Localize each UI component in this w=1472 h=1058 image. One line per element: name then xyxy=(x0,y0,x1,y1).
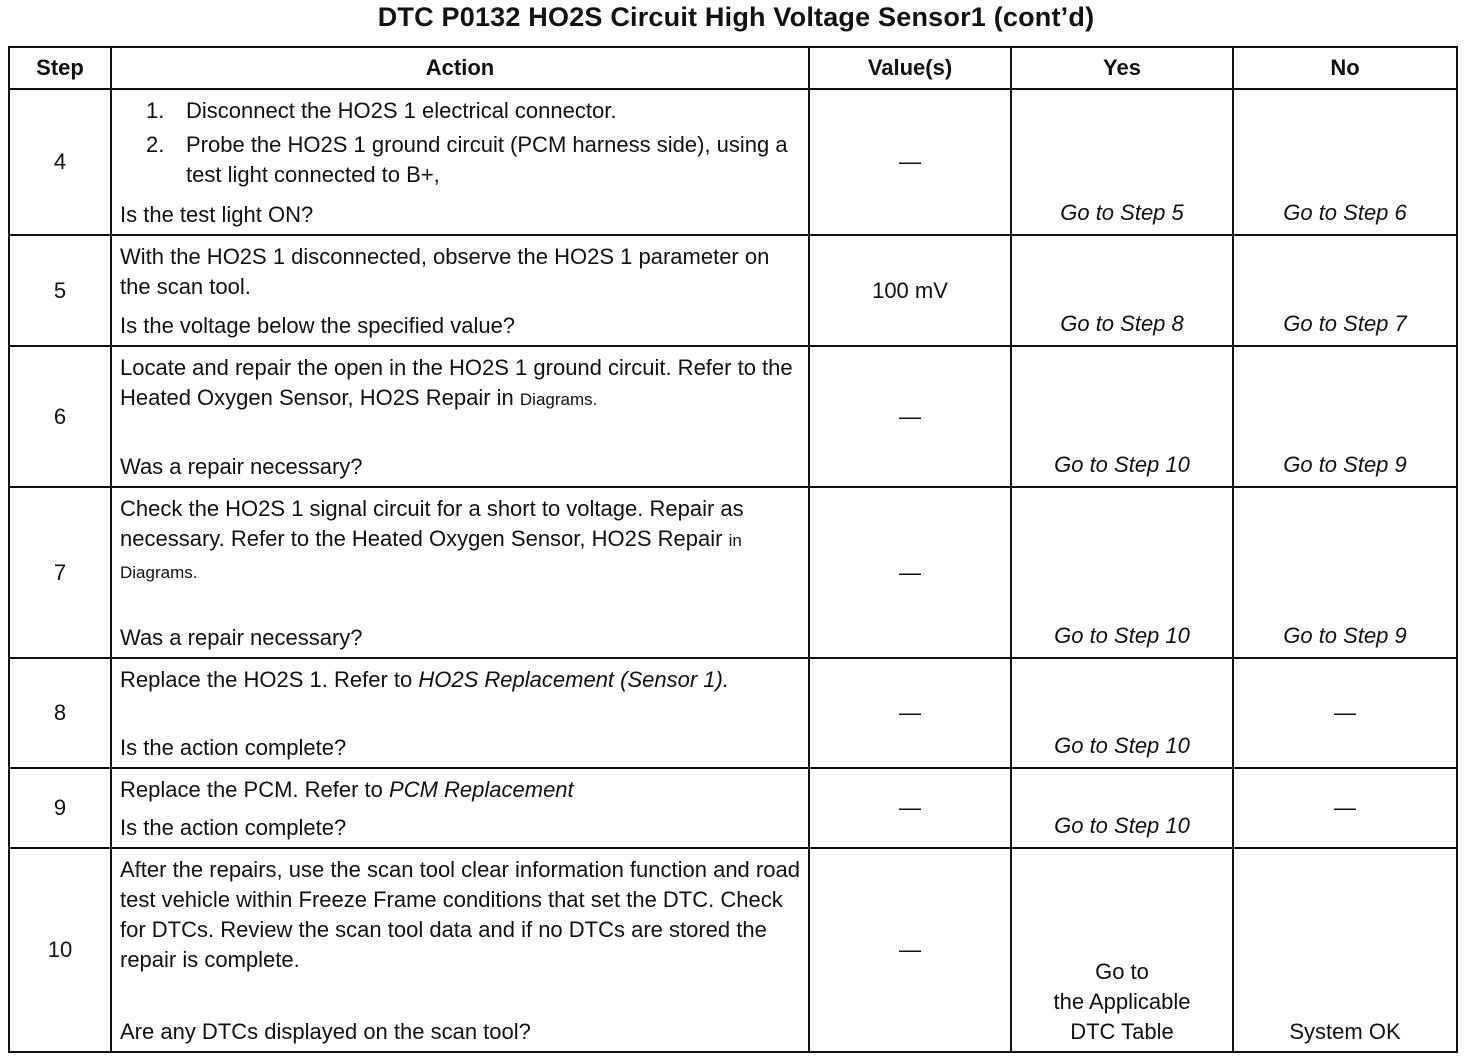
no-cell xyxy=(1233,235,1457,346)
value-cell: — xyxy=(809,768,1011,848)
header-row xyxy=(9,47,1457,89)
substep: 2. Probe the HO2S 1 ground circuit (PCM harness side), using a test light connected to B+, xyxy=(146,132,788,187)
action-cell xyxy=(111,235,809,346)
value-cell: — xyxy=(809,658,1011,768)
header-step: Step xyxy=(9,47,111,89)
table-row xyxy=(9,848,1457,1052)
value-cell: — xyxy=(809,89,1011,235)
yes-goto: Go to Step 5 xyxy=(1060,200,1184,225)
action-question: Is the action complete? xyxy=(120,735,347,760)
yes-goto: Go to Step 8 xyxy=(1060,311,1184,336)
action-question: Was a repair necessary? xyxy=(120,454,363,479)
header-no: No xyxy=(1233,47,1457,89)
substep: 1. Disconnect the HO2S 1 electrical connector. xyxy=(146,98,617,123)
yes-goto: Go to the Applicable DTC Table xyxy=(1053,959,1191,1044)
no-goto: Go to Step 9 xyxy=(1283,623,1407,648)
table-row xyxy=(9,89,1457,235)
action-question: Is the voltage below the specified value? xyxy=(120,313,516,338)
action-text: Locate and repair the open in the HO2S 1 ground circuit. Refer to the Heated Oxygen Sensor, HO2S Repair in Diagrams. xyxy=(120,355,793,410)
no-cell xyxy=(1233,848,1457,1052)
table-row xyxy=(9,658,1457,768)
header-value: Value(s) xyxy=(809,47,1011,89)
action-question: Is the action complete? xyxy=(120,815,347,840)
table-row xyxy=(9,346,1457,487)
action-question: Was a repair necessary? xyxy=(120,625,363,650)
yes-cell xyxy=(1011,346,1233,487)
action-cell xyxy=(111,487,809,658)
yes-goto: Go to Step 10 xyxy=(1054,733,1190,758)
value-cell: — xyxy=(809,848,1011,1052)
no-cell xyxy=(1233,487,1457,658)
value-cell: 100 mV xyxy=(809,235,1011,346)
diagnostic-table xyxy=(8,46,1458,1053)
yes-cell xyxy=(1011,89,1233,235)
action-cell xyxy=(111,768,809,848)
no-goto: Go to Step 9 xyxy=(1283,452,1407,477)
no-goto: Go to Step 7 xyxy=(1283,311,1407,336)
yes-cell xyxy=(1011,487,1233,658)
no-goto: Go to Step 6 xyxy=(1283,200,1407,225)
step-number: 9 xyxy=(9,768,111,848)
action-cell xyxy=(111,658,809,768)
no-cell: — xyxy=(1233,658,1457,768)
yes-goto: Go to Step 10 xyxy=(1054,623,1190,648)
yes-cell xyxy=(1011,848,1233,1052)
step-number: 7 xyxy=(9,487,111,658)
step-number: 5 xyxy=(9,235,111,346)
step-number: 10 xyxy=(9,848,111,1052)
no-cell: — xyxy=(1233,768,1457,848)
action-cell xyxy=(111,346,809,487)
no-cell xyxy=(1233,346,1457,487)
step-number: 8 xyxy=(9,658,111,768)
action-question: Is the test light ON? xyxy=(120,202,314,227)
action-text: Replace the HO2S 1. Refer to HO2S Replacement (Sensor 1). xyxy=(120,667,729,692)
action-cell xyxy=(111,89,809,235)
action-question: Are any DTCs displayed on the scan tool? xyxy=(120,1019,531,1044)
action-cell xyxy=(111,848,809,1052)
page-title: DTC P0132 HO2S Circuit High Voltage Sensor1 (cont’d) xyxy=(377,2,1095,32)
action-text: Replace the PCM. Refer to PCM Replacement xyxy=(120,777,574,802)
no-result: System OK xyxy=(1289,1019,1401,1044)
value-cell: — xyxy=(809,487,1011,658)
diagrams-ref: in Diagrams. xyxy=(120,531,742,582)
table-row xyxy=(9,487,1457,658)
yes-cell xyxy=(1011,235,1233,346)
header-yes: Yes xyxy=(1011,47,1233,89)
action-text: After the repairs, use the scan tool clear information function and road test vehicle within Freeze Frame conditions that set the DTC. Check for DTCs. Review the scan tool data and if no DTCs are stored the repair is complete. xyxy=(120,857,800,972)
header-action: Action xyxy=(111,47,809,89)
diagrams-ref: Diagrams. xyxy=(519,390,598,409)
table-row xyxy=(9,235,1457,346)
table-row xyxy=(9,768,1457,848)
replacement-ref: PCM Replacement xyxy=(389,777,574,802)
step-number: 4 xyxy=(9,89,111,235)
no-cell xyxy=(1233,89,1457,235)
yes-cell xyxy=(1011,768,1233,848)
action-text: Check the HO2S 1 signal circuit for a short to voltage. Repair as necessary. Refer to the Heated Oxygen Sensor, HO2S Repair in Diagrams. xyxy=(120,496,744,582)
yes-goto: Go to Step 10 xyxy=(1054,452,1190,477)
value-cell: — xyxy=(809,346,1011,487)
step-number: 6 xyxy=(9,346,111,487)
replacement-ref: HO2S Replacement (Sensor 1). xyxy=(418,667,729,692)
action-text: With the HO2S 1 disconnected, observe the HO2S 1 parameter on the scan tool. xyxy=(120,244,770,299)
yes-cell xyxy=(1011,658,1233,768)
substep-list xyxy=(120,96,800,190)
yes-goto: Go to Step 10 xyxy=(1054,813,1190,838)
